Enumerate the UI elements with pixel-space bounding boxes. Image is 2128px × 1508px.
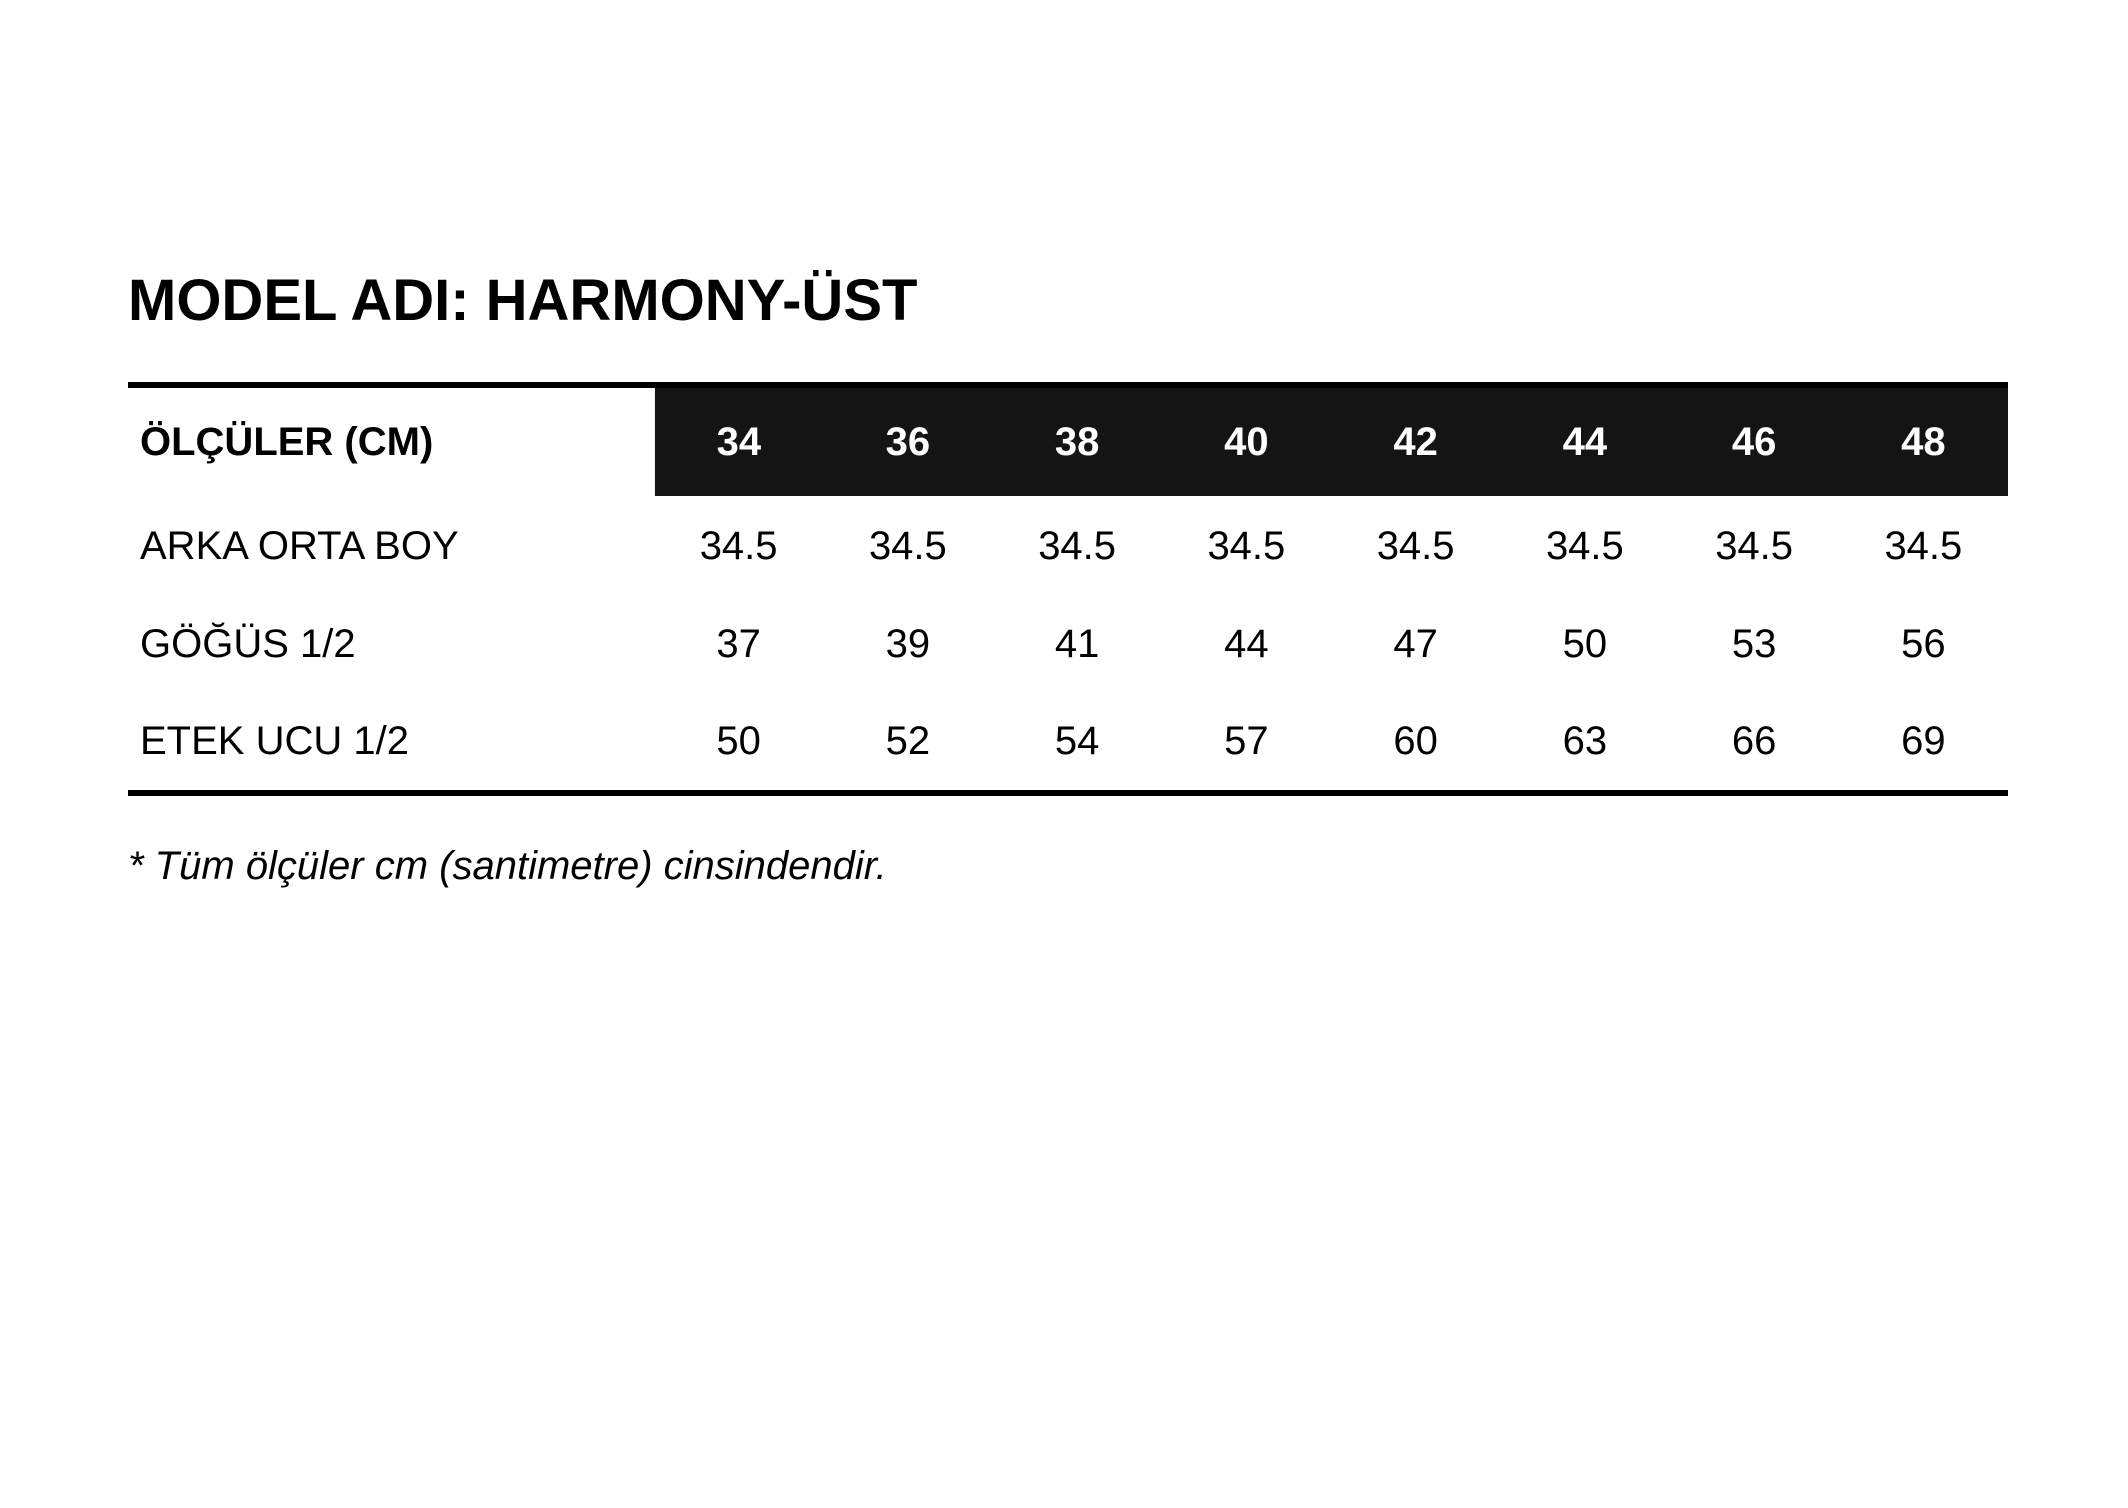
- table-cell: 50: [1562, 622, 1608, 666]
- table-cell: 34.5: [1715, 523, 1794, 568]
- table-cell: 52: [885, 719, 931, 763]
- table-cell: 34.5: [1545, 523, 1624, 568]
- table-cell: 34.5: [1207, 523, 1286, 568]
- table-cell: 69: [1901, 719, 1946, 763]
- size-chart-document: [128, 268, 2008, 890]
- table-row: [128, 596, 2008, 693]
- table-cell: 41: [1054, 622, 1100, 666]
- row-label: ETEK UCU 1/2: [140, 719, 409, 763]
- table-cell: 37: [716, 622, 761, 666]
- size-header: 46: [1670, 385, 1839, 496]
- size-header: 44: [1500, 385, 1669, 496]
- table-row: [128, 496, 2008, 596]
- size-header: 40: [1162, 385, 1331, 496]
- footnote: * Tüm ölçüler cm (santimetre) cinsindendir.: [128, 844, 887, 888]
- table-cell: 34.5: [1884, 523, 1963, 568]
- size-header: 36: [823, 385, 992, 496]
- table-cell: 53: [1731, 622, 1777, 666]
- table-cell: 44: [1224, 622, 1269, 666]
- table-header-row: [128, 385, 2008, 496]
- table-cell: 63: [1562, 719, 1608, 763]
- page-title: MODEL ADI: HARMONY-ÜST: [128, 268, 918, 333]
- table-cell: 57: [1224, 719, 1269, 763]
- table-cell: 39: [885, 622, 931, 666]
- table-row: [128, 693, 2008, 793]
- table-cell: 34.5: [1376, 523, 1455, 568]
- table-cell: 50: [716, 719, 761, 763]
- table-cell: 34.5: [868, 523, 947, 568]
- table-cell: 34.5: [699, 523, 778, 568]
- table-cell: 56: [1901, 622, 1946, 666]
- row-label: GÖĞÜS 1/2: [140, 622, 356, 666]
- table-cell: 60: [1393, 719, 1438, 763]
- table-cell: 54: [1054, 719, 1100, 763]
- table-cell: 47: [1393, 622, 1438, 666]
- table-cell: 34.5: [1038, 523, 1117, 568]
- table-cell: 66: [1731, 719, 1777, 763]
- size-header: 34: [654, 385, 823, 496]
- size-header: 38: [993, 385, 1162, 496]
- measurement-header: ÖLÇÜLER (CM): [128, 385, 654, 496]
- size-table: [128, 382, 2008, 796]
- size-header: 42: [1331, 385, 1500, 496]
- size-header: 48: [1839, 385, 2008, 496]
- row-label: ARKA ORTA BOY: [140, 523, 459, 568]
